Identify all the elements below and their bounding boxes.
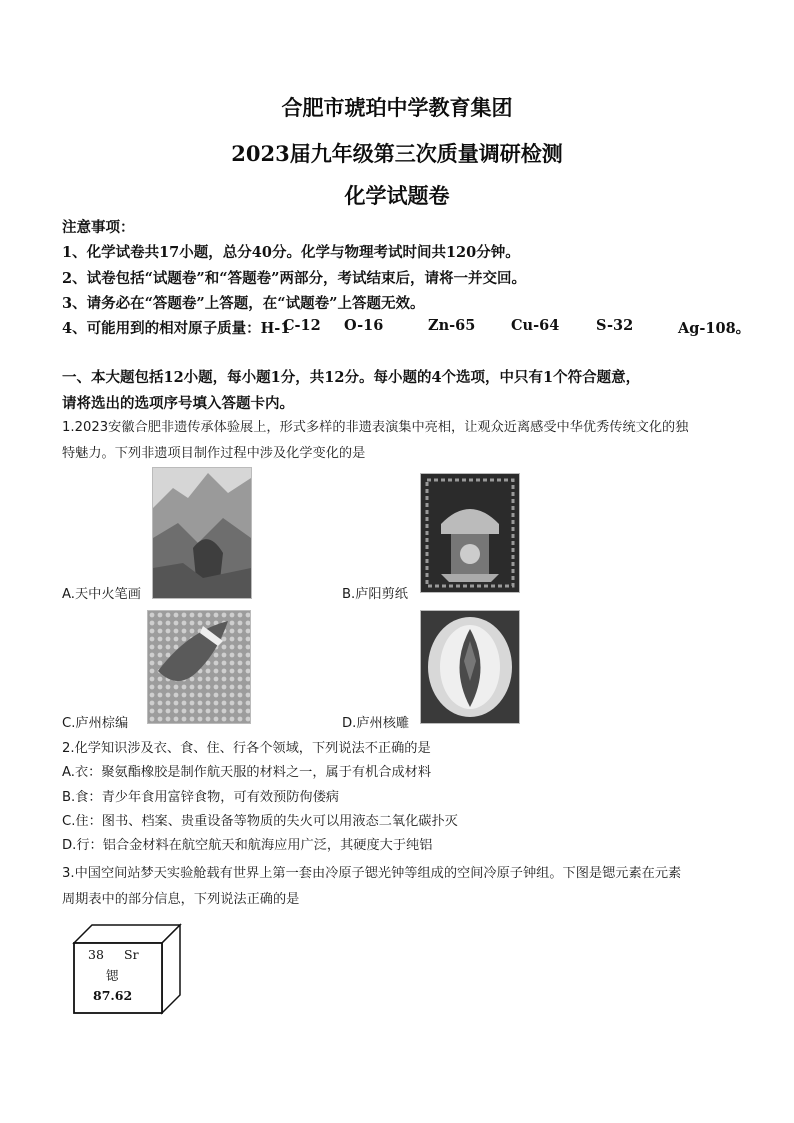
relative-atomic-mass: 87.62	[93, 988, 133, 1003]
question-3-stem: 3.中国空间站梦天实验舱载有世界上第一套由冷原子锶光钟等组成的空间冷原子钟组。下图是锶元素在元素	[62, 866, 682, 881]
note-item: 2、试卷包括“试题卷”和“答题卷”两部分，考试结束后，请将一并交回。	[62, 270, 526, 287]
paper-cutting-image	[420, 473, 520, 593]
element-name: 锶	[106, 968, 119, 983]
section-heading-cont: 请将选出的选项序号填入答题卡内。	[62, 395, 294, 412]
question-2-stem: 2.化学知识涉及衣、食、住、行各个领域，下列说法不正确的是	[62, 741, 431, 756]
note-item: 4、可能用到的相对原子质量：H-1	[62, 320, 291, 337]
exam-title: 2023届九年级第三次质量调研检测	[231, 141, 563, 166]
atomic-mass: C-12	[283, 317, 321, 334]
note-item: 1、化学试卷共17小题，总分40分。化学与物理考试时间共120分钟。	[62, 244, 520, 261]
school-title: 合肥市琥珀中学教育集团	[281, 95, 513, 120]
atomic-mass: Zn-65	[428, 317, 476, 334]
question-2-option-d: D.行：铝合金材料在航空航天和航海应用广泛，其硬度大于纯铝	[62, 838, 433, 853]
question-2-option-a: A.衣：聚氨酯橡胶是制作航天服的材料之一，属于有机合成材料	[62, 765, 432, 780]
nut-carving-image	[420, 610, 520, 724]
note-item: 3、请务必在“答题卷”上答题，在“试题卷”上答题无效。	[62, 295, 425, 312]
question-2-option-c: C.住：图书、档案、贵重设备等物质的失火可以用液态二氧化碳扑灭	[62, 814, 458, 829]
question-2-option-b: B.食：青少年食用富锌食物，可有效预防佝偻病	[62, 790, 339, 805]
palm-weaving-image	[147, 610, 251, 724]
option-d-label: D.庐州核雕	[342, 716, 410, 731]
fire-pen-painting-image	[152, 467, 252, 599]
section-heading: 一、本大题包括12小题，每小题1分，共12分。每小题的4个选项，中只有1个符合题意，	[62, 369, 641, 386]
atomic-mass: Cu-64	[511, 317, 560, 334]
atomic-number: 38	[88, 947, 104, 962]
element-symbol: Sr	[124, 947, 139, 962]
atomic-mass: S-32	[596, 317, 634, 334]
atomic-mass: O-16	[344, 317, 384, 334]
option-b-label: B.庐阳剪纸	[342, 587, 408, 602]
question-3-stem-cont: 周期表中的部分信息，下列说法正确的是	[62, 892, 300, 907]
notes-heading: 注意事项：	[62, 219, 135, 236]
option-a-label: A.天中火笔画	[62, 587, 141, 602]
subject-title: 化学试题卷	[344, 183, 450, 208]
atomic-mass: Ag-108。	[678, 320, 751, 337]
option-c-label: C.庐州棕编	[62, 716, 129, 731]
question-1-stem-cont: 特魅力。下列非遗项目制作过程中涉及化学变化的是	[62, 446, 366, 461]
question-1-stem: 1.2023安徽合肥非遗传承体验展上，形式多样的非遗表演集中亮相，让观众近离感受中华优秀传统文化的独	[62, 420, 689, 435]
